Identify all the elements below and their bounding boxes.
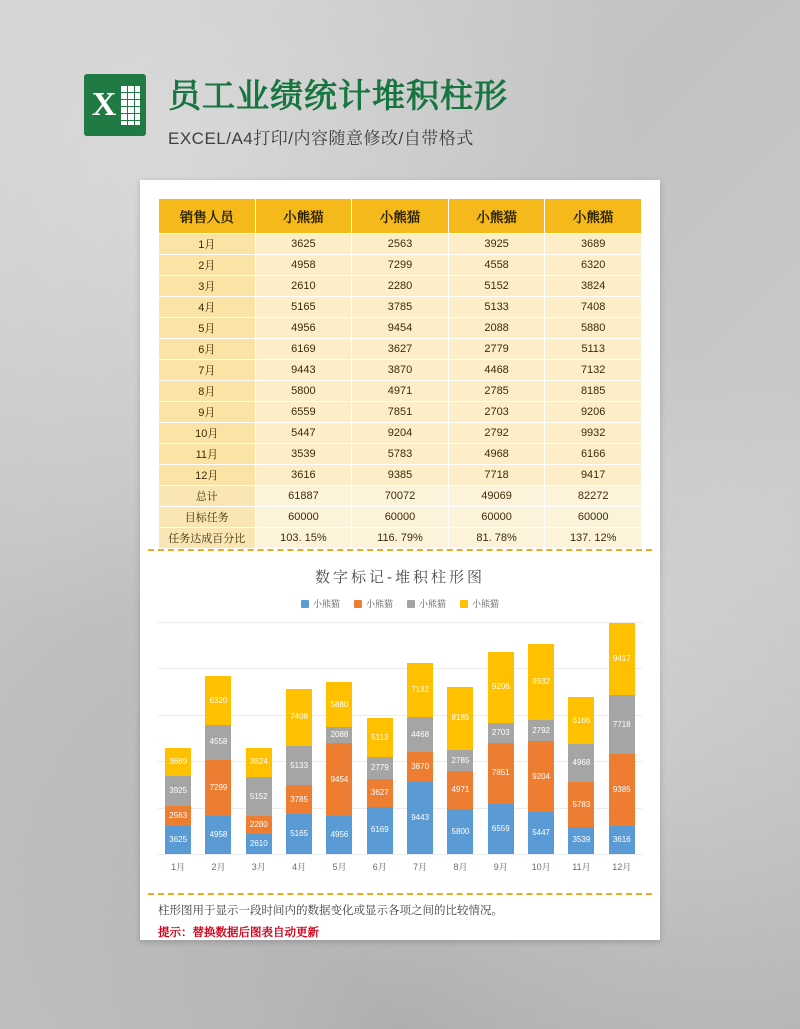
bar-segment: 7851 bbox=[488, 743, 514, 803]
chart-tip: 提示：替换数据后图表自动更新 bbox=[158, 927, 319, 939]
bar-column bbox=[528, 644, 554, 854]
bar-segment: 2088 bbox=[326, 727, 352, 743]
x-axis-label: 5月 bbox=[332, 862, 347, 872]
bar-segment: 4956 bbox=[326, 816, 352, 854]
cell: 7132 bbox=[545, 360, 642, 381]
x-axis-label: 10月 bbox=[531, 862, 551, 872]
cell: 5800 bbox=[255, 381, 352, 402]
cell: 9417 bbox=[545, 465, 642, 486]
x-axis-label: 9月 bbox=[493, 862, 508, 872]
row-label: 总计 bbox=[159, 486, 256, 507]
gridline bbox=[158, 854, 642, 855]
cell: 7718 bbox=[448, 465, 545, 486]
bar-column bbox=[367, 718, 393, 854]
row-label: 2月 bbox=[159, 255, 256, 276]
bar-segment: 6559 bbox=[488, 804, 514, 854]
document-sheet bbox=[140, 180, 660, 940]
bar-segment: 6169 bbox=[367, 807, 393, 854]
page-title: 员工业绩统计堆积柱形 bbox=[168, 77, 508, 114]
bar-segment: 7299 bbox=[205, 760, 231, 816]
cell: 5152 bbox=[448, 276, 545, 297]
cell: 2792 bbox=[448, 423, 545, 444]
cell: 4971 bbox=[352, 381, 449, 402]
row-label: 12月 bbox=[159, 465, 256, 486]
legend-item-4 bbox=[460, 597, 499, 610]
row-label: 目标任务 bbox=[159, 507, 256, 528]
cell: 9454 bbox=[352, 318, 449, 339]
divider-top bbox=[148, 549, 652, 551]
chart-legend bbox=[158, 597, 642, 610]
bar-segment: 2703 bbox=[488, 723, 514, 744]
bar-segment: 2610 bbox=[246, 834, 272, 854]
x-axis-label: 12月 bbox=[612, 862, 632, 872]
table-row bbox=[159, 465, 642, 486]
bar-column bbox=[447, 687, 473, 854]
bar-segment: 3824 bbox=[246, 748, 272, 777]
chart-plot-area bbox=[158, 622, 642, 855]
table-header-row bbox=[159, 199, 642, 234]
x-axis-label: 1月 bbox=[171, 862, 186, 872]
bar-segment: 5880 bbox=[326, 682, 352, 727]
chart-title: 数字标记-堆积柱形图 bbox=[315, 569, 485, 586]
bar-segment: 9206 bbox=[488, 652, 514, 723]
bar-segment: 5152 bbox=[246, 777, 272, 817]
excel-logo-grid bbox=[120, 85, 140, 125]
legend-label: 小熊猫 bbox=[365, 599, 393, 609]
bar-segment: 9204 bbox=[528, 741, 554, 812]
page-subtitle: EXCEL/A4打印/内容随意修改/自带格式 bbox=[168, 129, 474, 148]
bar-segment: 3539 bbox=[568, 827, 594, 854]
row-label: 1月 bbox=[159, 234, 256, 255]
column-header-series-4: 小熊猫 bbox=[545, 199, 642, 234]
column-header-series-3: 小熊猫 bbox=[448, 199, 545, 234]
table-row bbox=[159, 297, 642, 318]
cell: 49069 bbox=[448, 486, 545, 507]
row-label: 6月 bbox=[159, 339, 256, 360]
bar-segment: 5447 bbox=[528, 812, 554, 854]
bar-segment: 9417 bbox=[609, 623, 635, 695]
bar-segment: 3925 bbox=[165, 776, 191, 806]
divider-bottom bbox=[148, 893, 652, 895]
cell: 3689 bbox=[545, 234, 642, 255]
legend-swatch-icon bbox=[407, 600, 415, 608]
x-axis-label: 6月 bbox=[372, 862, 387, 872]
cell: 8185 bbox=[545, 381, 642, 402]
cell: 2610 bbox=[255, 276, 352, 297]
cell: 3539 bbox=[255, 444, 352, 465]
excel-logo-letter: X bbox=[91, 86, 117, 123]
legend-swatch-icon bbox=[460, 600, 468, 608]
bar-segment: 6320 bbox=[205, 676, 231, 725]
table-row-percent bbox=[159, 528, 642, 549]
cell: 9206 bbox=[545, 402, 642, 423]
bar-segment: 3689 bbox=[165, 748, 191, 776]
legend-item-3 bbox=[407, 597, 446, 610]
x-axis-label: 2月 bbox=[211, 862, 226, 872]
table-row bbox=[159, 339, 642, 360]
cell: 2779 bbox=[448, 339, 545, 360]
bar-segment: 4971 bbox=[447, 771, 473, 809]
bar-segment: 5133 bbox=[286, 746, 312, 785]
cell: 7851 bbox=[352, 402, 449, 423]
row-label: 11月 bbox=[159, 444, 256, 465]
bar-segment: 6166 bbox=[568, 697, 594, 744]
row-label: 9月 bbox=[159, 402, 256, 423]
cell: 3616 bbox=[255, 465, 352, 486]
cell: 5113 bbox=[545, 339, 642, 360]
x-axis-label: 11月 bbox=[572, 862, 591, 872]
bar-segment: 2785 bbox=[447, 750, 473, 771]
cell: 7408 bbox=[545, 297, 642, 318]
bar-segment: 5113 bbox=[367, 718, 393, 757]
bar-segment: 7408 bbox=[286, 689, 312, 746]
bar-column bbox=[205, 676, 231, 854]
cell: 6169 bbox=[255, 339, 352, 360]
chart-x-axis bbox=[158, 860, 642, 873]
cell: 137. 12% bbox=[545, 528, 642, 549]
column-header-series-2: 小熊猫 bbox=[352, 199, 449, 234]
cell: 5447 bbox=[255, 423, 352, 444]
cell: 4958 bbox=[255, 255, 352, 276]
x-axis-label: 8月 bbox=[453, 862, 468, 872]
table-body bbox=[159, 234, 642, 549]
bar-column bbox=[165, 748, 191, 854]
bar-segment: 5800 bbox=[447, 809, 473, 854]
table-row bbox=[159, 318, 642, 339]
table-row bbox=[159, 255, 642, 276]
cell: 4558 bbox=[448, 255, 545, 276]
legend-item-2 bbox=[354, 597, 393, 610]
row-label: 8月 bbox=[159, 381, 256, 402]
row-label: 10月 bbox=[159, 423, 256, 444]
cell: 60000 bbox=[448, 507, 545, 528]
bar-column bbox=[488, 652, 514, 854]
cell: 5880 bbox=[545, 318, 642, 339]
cell: 2563 bbox=[352, 234, 449, 255]
stacked-bar-chart bbox=[158, 562, 642, 884]
x-axis-label: 7月 bbox=[413, 862, 428, 872]
bar-segment: 2779 bbox=[367, 757, 393, 778]
x-axis-label: 3月 bbox=[251, 862, 266, 872]
bar-segment: 3785 bbox=[286, 785, 312, 814]
page-header bbox=[84, 74, 508, 149]
bar-segment: 9443 bbox=[407, 781, 433, 854]
table-header bbox=[159, 199, 642, 234]
excel-logo-icon bbox=[84, 74, 146, 136]
performance-table bbox=[158, 198, 642, 549]
cell: 6166 bbox=[545, 444, 642, 465]
cell: 82272 bbox=[545, 486, 642, 507]
bar-segment: 5165 bbox=[286, 814, 312, 854]
bar-segment: 9385 bbox=[609, 754, 635, 826]
cell: 7299 bbox=[352, 255, 449, 276]
legend-item-1 bbox=[301, 597, 340, 610]
cell: 3824 bbox=[545, 276, 642, 297]
bar-segment: 8185 bbox=[447, 687, 473, 750]
bar-segment: 3616 bbox=[609, 826, 635, 854]
legend-label: 小熊猫 bbox=[472, 599, 500, 609]
bar-segment: 9454 bbox=[326, 743, 352, 816]
cell: 6320 bbox=[545, 255, 642, 276]
bar-segment: 9932 bbox=[528, 644, 554, 720]
cell: 2088 bbox=[448, 318, 545, 339]
table-row bbox=[159, 381, 642, 402]
cell: 60000 bbox=[255, 507, 352, 528]
column-header-salesperson: 销售人员 bbox=[159, 199, 256, 234]
title-block bbox=[168, 74, 508, 149]
bar-segment: 2280 bbox=[246, 816, 272, 834]
bar-column bbox=[407, 663, 433, 854]
cell: 2703 bbox=[448, 402, 545, 423]
bar-segment: 7718 bbox=[609, 695, 635, 754]
cell: 4956 bbox=[255, 318, 352, 339]
legend-label: 小熊猫 bbox=[419, 599, 447, 609]
cell: 103. 15% bbox=[255, 528, 352, 549]
bar-segment: 2563 bbox=[165, 806, 191, 826]
table-row bbox=[159, 276, 642, 297]
chart-bars bbox=[158, 622, 642, 854]
cell: 5783 bbox=[352, 444, 449, 465]
chart-note: 柱形图用于显示一段时间内的数据变化或显示各项之间的比较情况。 bbox=[158, 905, 503, 917]
legend-swatch-icon bbox=[354, 600, 362, 608]
bar-segment: 4958 bbox=[205, 816, 231, 854]
bar-column bbox=[326, 682, 352, 854]
cell: 60000 bbox=[545, 507, 642, 528]
cell: 4468 bbox=[448, 360, 545, 381]
bar-segment: 4468 bbox=[407, 717, 433, 751]
table-row-total bbox=[159, 486, 642, 507]
bar-segment: 4968 bbox=[568, 744, 594, 782]
cell: 9443 bbox=[255, 360, 352, 381]
x-axis-label: 4月 bbox=[292, 862, 307, 872]
bar-column bbox=[246, 748, 272, 855]
table-row bbox=[159, 234, 642, 255]
cell: 60000 bbox=[352, 507, 449, 528]
bar-column bbox=[286, 689, 312, 854]
legend-swatch-icon bbox=[301, 600, 309, 608]
row-label: 7月 bbox=[159, 360, 256, 381]
cell: 6559 bbox=[255, 402, 352, 423]
cell: 3627 bbox=[352, 339, 449, 360]
cell: 3625 bbox=[255, 234, 352, 255]
bar-segment: 4558 bbox=[205, 725, 231, 760]
bar-segment: 3625 bbox=[165, 826, 191, 854]
cell: 2280 bbox=[352, 276, 449, 297]
bar-segment: 2792 bbox=[528, 720, 554, 741]
legend-label: 小熊猫 bbox=[312, 599, 340, 609]
cell: 81. 78% bbox=[448, 528, 545, 549]
bar-segment: 3627 bbox=[367, 779, 393, 807]
cell: 4968 bbox=[448, 444, 545, 465]
row-label: 任务达成百分比 bbox=[159, 528, 256, 549]
row-label: 4月 bbox=[159, 297, 256, 318]
bar-segment: 5783 bbox=[568, 782, 594, 826]
table-row bbox=[159, 423, 642, 444]
table-row bbox=[159, 360, 642, 381]
bar-column bbox=[609, 623, 635, 854]
cell: 2785 bbox=[448, 381, 545, 402]
cell: 5133 bbox=[448, 297, 545, 318]
cell: 9204 bbox=[352, 423, 449, 444]
cell: 9385 bbox=[352, 465, 449, 486]
cell: 3925 bbox=[448, 234, 545, 255]
row-label: 3月 bbox=[159, 276, 256, 297]
row-label: 5月 bbox=[159, 318, 256, 339]
cell: 5165 bbox=[255, 297, 352, 318]
cell: 3870 bbox=[352, 360, 449, 381]
cell: 3785 bbox=[352, 297, 449, 318]
bar-column bbox=[568, 697, 594, 854]
cell: 116. 79% bbox=[352, 528, 449, 549]
bar-segment: 3870 bbox=[407, 752, 433, 782]
cell: 9932 bbox=[545, 423, 642, 444]
column-header-series-1: 小熊猫 bbox=[255, 199, 352, 234]
table-row bbox=[159, 444, 642, 465]
cell: 70072 bbox=[352, 486, 449, 507]
bar-segment: 7132 bbox=[407, 663, 433, 718]
table-row-target bbox=[159, 507, 642, 528]
cell: 61887 bbox=[255, 486, 352, 507]
table-row bbox=[159, 402, 642, 423]
